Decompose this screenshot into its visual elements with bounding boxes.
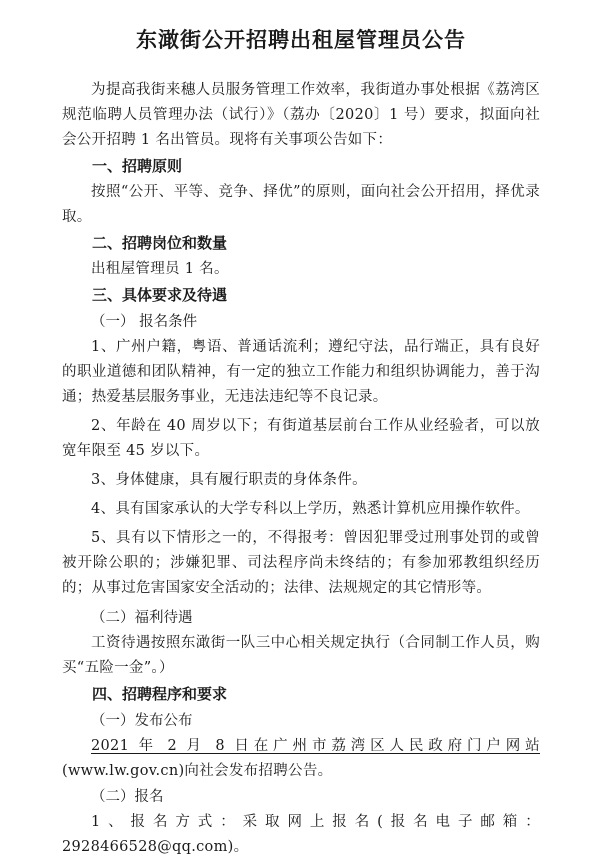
- section-4-sub-2: （二）报名: [91, 789, 164, 805]
- publish-website: (www.lw.gov.cn)向社会发布招聘公告。: [62, 763, 333, 779]
- section-2-heading: 二、招聘岗位和数量: [92, 234, 228, 252]
- page-title: 东澉街公开招聘出租屋管理员公告: [136, 28, 466, 52]
- publish-date-site: 2021 年 2 月 8 日在广州市荔湾区人民政府门户网站: [91, 738, 540, 754]
- section-1-text: 按照“公开、平等、竞争、择优”的原则，面向社会公开招用，择优录取。: [62, 184, 540, 225]
- requirement-item-5: 5、具有以下情形之一的，不得报考：曾因犯罪受过刑事处罚的或曾被开除公职的；涉嫌犯罪、司法程序尚未终结的；有参加邪教组织经历的；从事过危害国家安全活动的；法律、法规规定的其它情形等。: [62, 530, 540, 596]
- signup-method-text: 1、报名方式：采取网上报名(报名电子邮箱：2928466528@qq.com)。: [62, 814, 540, 855]
- section-4-heading: 四、招聘程序和要求: [92, 685, 228, 703]
- requirement-item-1: 1、广州户籍，粤语、普通话流利；遵纪守法，品行端正，具有良好的职业道德和团队精神，有一定的独立工作能力和组织协调能力，善于沟通；热爱基层服务事业，无违法违纪等不良记录。: [62, 339, 540, 405]
- requirement-item-4: 4、具有国家承认的大学专科以上学历，熟悉计算机应用操作软件。: [91, 501, 530, 517]
- requirement-item-2: 2、年龄在 40 周岁以下；有街道基层前台工作从业经验者，可以放宽年限至 45 岁以下。: [62, 418, 540, 459]
- section-4-sub-1: （一）发布公布: [91, 713, 193, 729]
- intro-paragraph: 为提高我街来穗人员服务管理工作效率，我街道办事处根据《荔湾区规范临聘人员管理办法（试行）》（荔办〔2020〕1 号）要求，拟面向社会公开招聘 1 名出管员。现将有关事项公告如下：: [62, 82, 540, 148]
- section-1-heading: 一、招聘原则: [92, 157, 183, 175]
- section-3-sub-2: （二）福利待遇: [91, 610, 193, 626]
- section-3-sub-1: （一） 报名条件: [91, 314, 198, 330]
- publish-text: [62, 734, 540, 784]
- section-2-text: 出租屋管理员 1 名。: [91, 261, 229, 277]
- welfare-text: 工资待遇按照东澉街一队三中心相关规定执行（合同制工作人员，购买“五险一金”。）: [62, 635, 540, 676]
- requirement-item-3: 3、身体健康，具有履行职责的身体条件。: [91, 472, 367, 488]
- section-3-heading: 三、具体要求及待遇: [92, 286, 228, 304]
